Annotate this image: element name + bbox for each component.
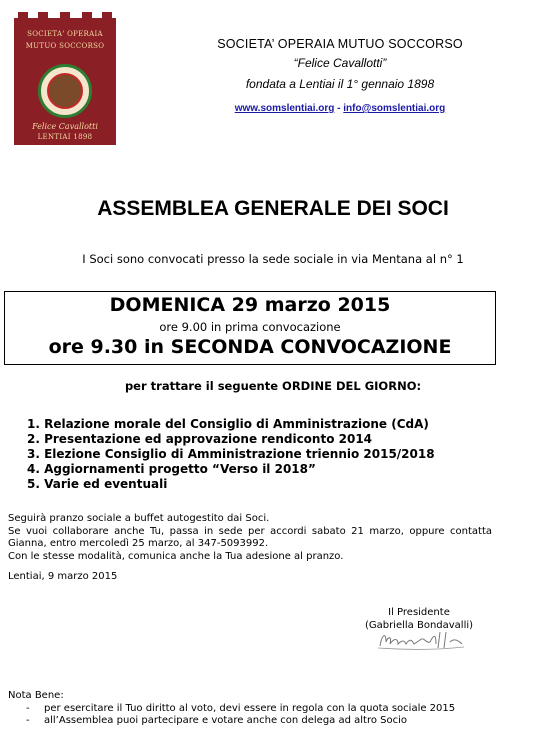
agenda-intro: per trattare il seguente ORDINE DEL GIORNO: xyxy=(124,379,422,393)
org-subtitle: “Felice Cavallotti” xyxy=(293,56,387,70)
logo-text-line1: SOCIETA' OPERAIA xyxy=(27,30,103,38)
email-link[interactable]: info@somslentiai.org xyxy=(343,103,446,114)
org-name: SOCIETA’ OPERAIA MUTUO SOCCORSO xyxy=(217,37,463,51)
meeting-date: DOMENICA 29 marzo 2015 xyxy=(109,294,391,316)
logo-name: Felice Cavallotti xyxy=(32,122,98,131)
society-logo xyxy=(14,18,116,145)
agenda-item: 5. Varie ed eventuali xyxy=(27,477,168,491)
agenda-item: 1. Relazione morale del Consiglio di Amministrazione (CdA) xyxy=(27,417,429,431)
link-separator: - xyxy=(337,103,341,114)
agenda-item: 2. Presentazione ed approvazione rendiconto 2014 xyxy=(27,432,373,446)
president-role: Il Presidente xyxy=(388,607,450,618)
nota-bene xyxy=(8,690,528,728)
second-call: ore 9.30 in SECONDA CONVOCAZIONE xyxy=(48,336,452,358)
notes-line: Gianna, entro mercoledì 25 marzo, al 347-5093992. xyxy=(8,538,269,549)
lunch-notes xyxy=(8,513,492,563)
notes-line: Se vuoi collaborare anche Tu, passa in sede per accordi sabato 21 marzo, oppure contatta xyxy=(8,525,492,537)
agenda-item: 4. Aggiornamenti progetto “Verso il 2018” xyxy=(27,462,316,476)
agenda-item: 3. Elezione Consiglio di Amministrazione triennio 2015/2018 xyxy=(27,447,435,461)
logo-text-line2: MUTUO SOCCORSO xyxy=(25,42,105,50)
convocation-text: I Soci sono convocati presso la sede sociale in via Mentana al n° 1 xyxy=(82,252,464,266)
website-link[interactable]: www.somslentiai.org xyxy=(234,103,335,114)
org-founded: fondata a Lentiai il 1° gennaio 1898 xyxy=(245,77,435,91)
date-box xyxy=(4,291,496,365)
nota-bene-item: - all’Assemblea puoi partecipare e votare anche con delega ad altro Socio xyxy=(26,715,408,726)
logo-place: LENTIAI 1898 xyxy=(37,133,93,141)
nota-bene-heading: Nota Bene: xyxy=(8,690,64,701)
notes-line: Con le stesse modalità, comunica anche la Tua adesione al pranzo. xyxy=(8,550,344,562)
notes-line: Seguirà pranzo sociale a buffet autogestito dai Soci. xyxy=(8,513,270,524)
handshake-emblem-icon xyxy=(38,64,92,118)
agenda-list xyxy=(27,417,435,492)
place-date: Lentiai, 9 marzo 2015 xyxy=(8,571,118,582)
first-call: ore 9.00 in prima convocazione xyxy=(159,320,341,334)
page-title: ASSEMBLEA GENERALE DEI SOCI xyxy=(97,197,449,220)
contact-links xyxy=(150,103,530,114)
handwritten-signature xyxy=(376,628,466,652)
nota-bene-item: - per esercitare il Tuo diritto al voto, devi essere in regola con la quota sociale 2015 xyxy=(26,702,456,714)
president-name: (Gabriella Bondavalli) xyxy=(364,619,474,631)
